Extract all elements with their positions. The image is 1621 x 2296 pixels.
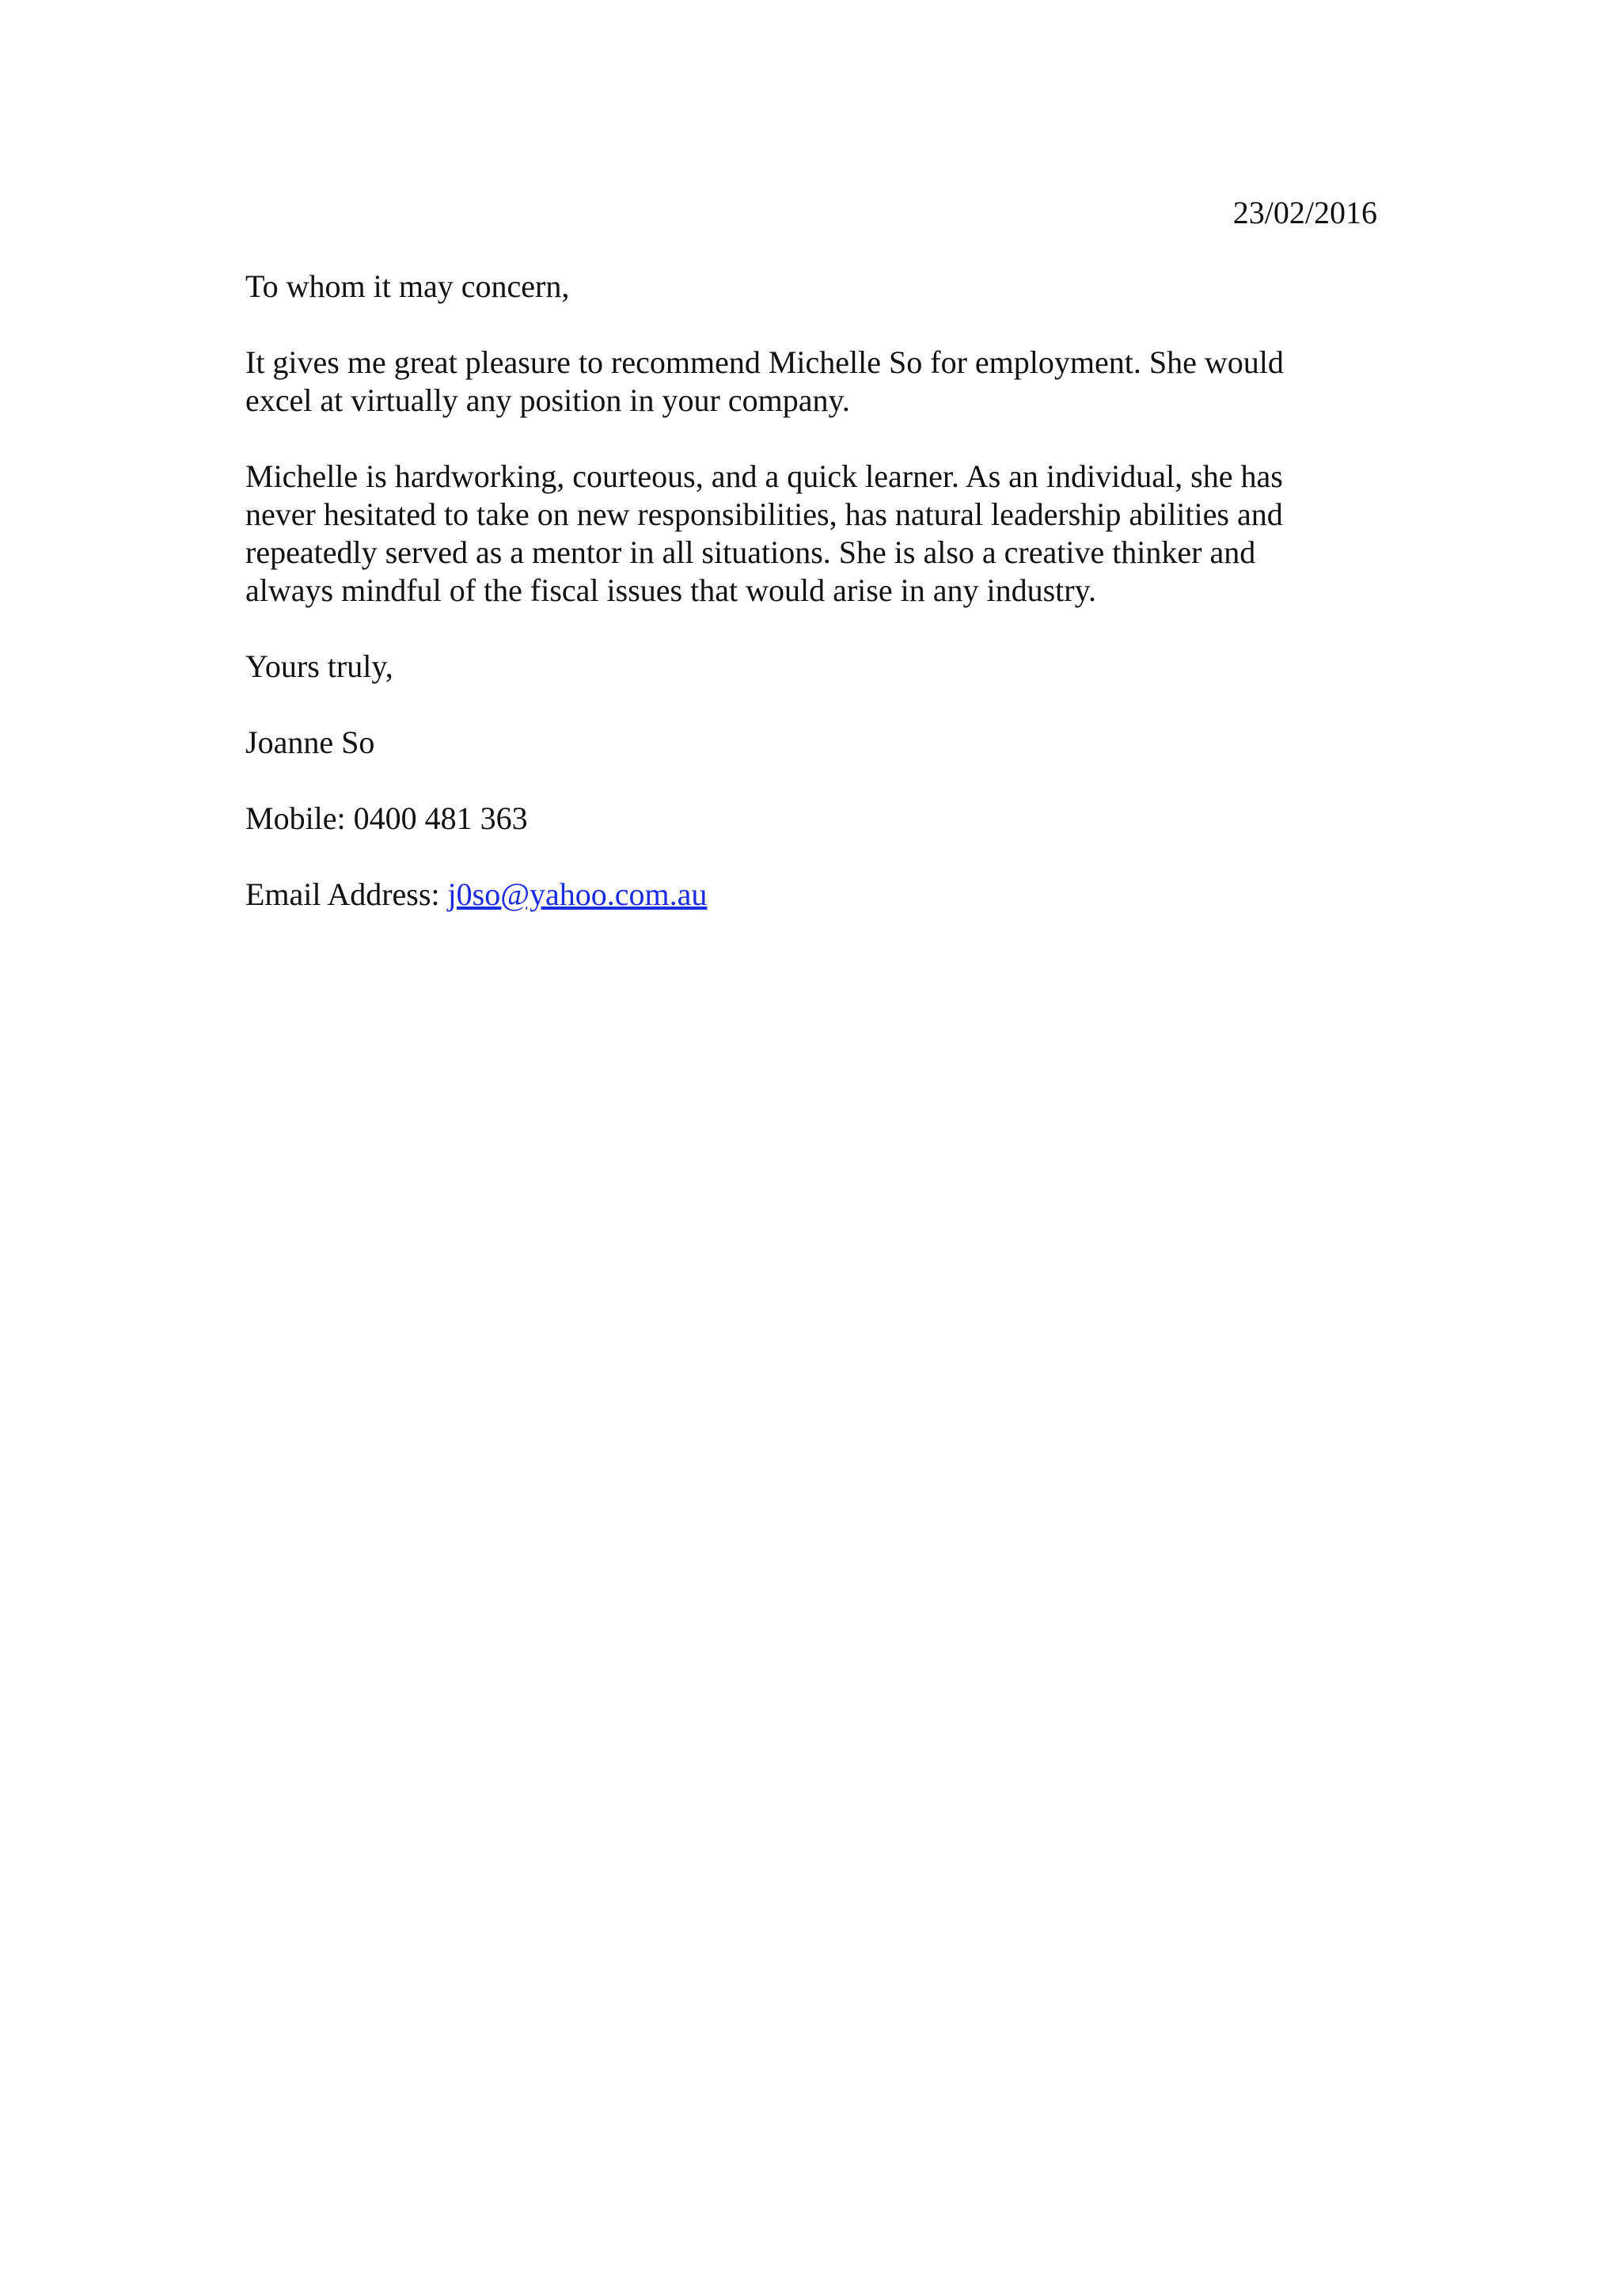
qualities-paragraph xyxy=(245,458,1330,610)
email-line xyxy=(245,876,1330,914)
closing: Yours truly, xyxy=(245,648,393,684)
signature-name: Joanne So xyxy=(245,724,375,760)
recommendation-paragraph xyxy=(245,344,1330,420)
email-label: Email Address: xyxy=(245,876,440,912)
paragraph-line: Michelle is hardworking, courteous, and a quick learner. As an individual, she has xyxy=(245,458,1283,494)
paragraph-line: never hesitated to take on new responsibilities, has natural leadership abilities and xyxy=(245,496,1283,532)
letter-date: 23/02/2016 xyxy=(1232,195,1377,230)
mobile-number: 0400 481 363 xyxy=(353,800,528,836)
paragraph-line: It gives me great pleasure to recommend Michelle So for employment. She would xyxy=(245,344,1284,380)
salutation: To whom it may concern, xyxy=(245,268,570,304)
paragraph-line: always mindful of the fiscal issues that would arise in any industry. xyxy=(245,572,1096,608)
letter-body xyxy=(245,268,1330,952)
mobile-line xyxy=(245,800,1330,838)
email-link[interactable]: j0so@yahoo.com.au xyxy=(447,876,708,912)
mobile-label: Mobile: xyxy=(245,800,346,836)
paragraph-line: repeatedly served as a mentor in all situations. She is also a creative thinker and xyxy=(245,534,1256,570)
paragraph-line: excel at virtually any position in your company. xyxy=(245,382,850,418)
